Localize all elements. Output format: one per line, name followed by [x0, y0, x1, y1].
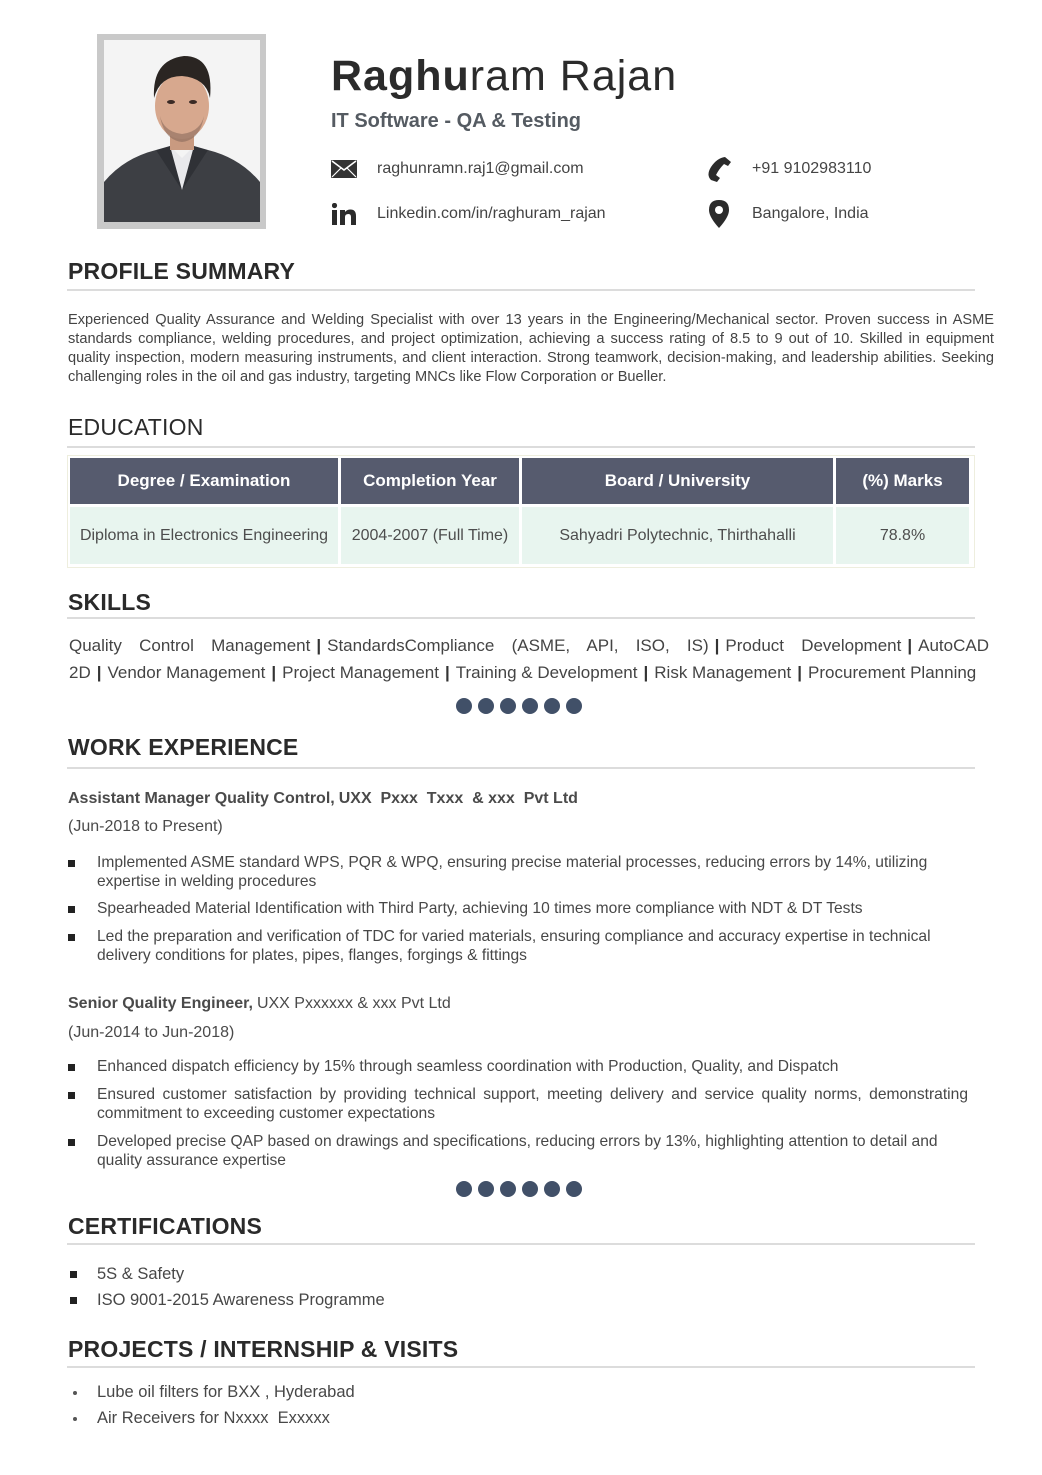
- skill-item: Training & Development: [455, 663, 638, 682]
- skill-separator: |: [271, 663, 277, 682]
- table-row: [70, 507, 969, 564]
- certifications-heading: CERTIFICATIONS: [68, 1213, 263, 1239]
- list-item: Implemented ASME standard WPS, PQR & WPQ, ensuring precise material processes, reducing errors by 14%, utilizing expertise in welding procedures: [68, 853, 968, 891]
- skills-list: [69, 632, 989, 686]
- linkedin-text: Linkedin.com/in/raghuram_rajan: [377, 205, 606, 222]
- decorative-dots: [456, 698, 582, 714]
- skill-separator: |: [907, 636, 913, 655]
- job-2-company: UXX Pxxxxxx & xxx Pvt Ltd: [256, 995, 451, 1012]
- section-divider: [67, 1366, 975, 1368]
- envelope-icon: [331, 156, 357, 182]
- skill-item: Quality Control Management: [69, 636, 311, 655]
- dot: [478, 1181, 494, 1197]
- projects-list: [68, 1379, 355, 1431]
- certifications-list: [68, 1261, 385, 1313]
- year-cell: 2004-2007 (Full Time): [341, 507, 519, 564]
- dot: [522, 698, 538, 714]
- contact-location: [706, 201, 869, 227]
- job-title: IT Software - QA & Testing: [331, 110, 582, 132]
- skill-separator: |: [643, 663, 649, 682]
- candidate-name: [331, 52, 677, 101]
- dot: [566, 698, 582, 714]
- education-table: [67, 458, 972, 564]
- job-2-bullets: [68, 1057, 968, 1170]
- list-item: Developed precise QAP based on drawings and specifications, reducing errors by 13%, highlighting attention to detail and quality assurance expertise: [68, 1132, 968, 1170]
- phone-icon: [706, 156, 732, 182]
- education-heading: EDUCATION: [68, 414, 204, 440]
- job-1-dates: (Jun-2018 to Present): [68, 818, 223, 835]
- job-1-heading: [68, 790, 578, 808]
- list-item: Led the preparation and verification of TDC for varied materials, ensuring compliance and accuracy expertise in technical delivery conditions for plates, pipes, flanges, forgings & fittings: [68, 927, 968, 965]
- list-item: 5S & Safety: [68, 1261, 385, 1287]
- linkedin-icon: [331, 201, 357, 227]
- column-header: Completion Year: [341, 458, 519, 507]
- phone-text: +91 9102983110: [752, 160, 872, 177]
- section-divider: [67, 617, 975, 619]
- list-item: Spearheaded Material Identification with Third Party, achieving 10 times more compliance with NDT & DT Tests: [68, 899, 968, 918]
- skill-separator: |: [797, 663, 803, 682]
- email-text: raghunramn.raj1@gmail.com: [377, 160, 584, 177]
- projects-heading: PROJECTS / INTERNSHIP & VISITS: [68, 1336, 459, 1362]
- decorative-dots: [456, 1181, 582, 1197]
- list-item: Ensured customer satisfaction by providing technical support, meeting delivery and service quality norms, demonstrating commitment to exceeding customer expectations: [68, 1085, 968, 1123]
- skill-item: Project Management: [282, 663, 439, 682]
- job-2-heading: [68, 995, 451, 1013]
- table-header-row: [70, 458, 969, 507]
- dot: [566, 1181, 582, 1197]
- location-text: Bangalore, India: [752, 205, 869, 222]
- section-divider: [67, 446, 975, 448]
- list-item: Enhanced dispatch efficiency by 15% through seamless coordination with Production, Quality, and Dispatch: [68, 1057, 968, 1076]
- dot: [478, 698, 494, 714]
- degree-cell: Diploma in Electronics Engineering: [70, 507, 338, 564]
- dot: [544, 698, 560, 714]
- dot: [522, 1181, 538, 1197]
- dot: [500, 698, 516, 714]
- profile-summary-text: Experienced Quality Assurance and Welding Specialist with over 13 years in the Engineering/Mechanical sector. Proven success in ASME standards compliance, welding procedures, and project optimization, achieving a success rating of 8.5 to 9 out of 10. Skilled in equipment quality inspection, modern measuring instruments, and client interaction. Strong teamwork, decision-making, and leadership abilities. Seeking challenging roles in the oil and gas industry, targeting MNCs like Flow Corporation or Bueller.: [68, 312, 994, 385]
- contact-phone[interactable]: [706, 156, 871, 182]
- skills-heading: SKILLS: [68, 589, 151, 615]
- dot: [456, 1181, 472, 1197]
- contact-email[interactable]: [331, 156, 584, 182]
- university-cell: Sahyadri Polytechnic, Thirthahalli: [522, 507, 833, 564]
- job-2-dates: (Jun-2014 to Jun-2018): [68, 1024, 235, 1041]
- section-divider: [67, 1243, 975, 1245]
- skill-separator: |: [714, 636, 720, 655]
- column-header: (%) Marks: [836, 458, 969, 507]
- profile-photo-frame: [97, 34, 266, 229]
- skill-separator: |: [316, 636, 322, 655]
- marks-cell: 78.8%: [836, 507, 969, 564]
- skill-item: Vendor Management: [107, 663, 266, 682]
- work-experience-heading: WORK EXPERIENCE: [68, 734, 299, 760]
- skill-item: Risk Management: [654, 663, 792, 682]
- dot: [456, 698, 472, 714]
- list-item: ISO 9001-2015 Awareness Programme: [68, 1287, 385, 1313]
- skill-item: Procurement Planning: [808, 663, 977, 682]
- column-header: Board / University: [522, 458, 833, 507]
- skill-item: Product Development: [725, 636, 902, 655]
- profile-photo: [104, 40, 260, 222]
- dot: [544, 1181, 560, 1197]
- job-2-role: Senior Quality Engineer,: [68, 995, 253, 1012]
- job-1-role: Assistant Manager Quality Control,: [68, 790, 335, 807]
- skill-separator: |: [444, 663, 450, 682]
- list-item: Air Receivers for Nxxxx Exxxxx: [68, 1405, 355, 1431]
- contact-linkedin[interactable]: [331, 201, 606, 227]
- section-divider: [67, 289, 975, 291]
- job-1-bullets: [68, 853, 968, 965]
- skill-separator: |: [96, 663, 102, 682]
- map-pin-icon: [706, 201, 732, 227]
- name-last: ram Rajan: [469, 52, 678, 100]
- column-header: Degree / Examination: [70, 458, 338, 507]
- list-item: Lube oil filters for BXX , Hyderabad: [68, 1379, 355, 1405]
- skill-item: AutoCAD 2D: [69, 636, 989, 682]
- skill-item: StandardsCompliance (ASME, API, ISO, IS): [327, 636, 709, 655]
- name-first: Raghu: [331, 52, 470, 100]
- job-1-company: UXX Pxxx Txxx & xxx Pvt Ltd: [338, 790, 578, 807]
- section-divider: [67, 767, 975, 769]
- profile-summary-heading: PROFILE SUMMARY: [68, 258, 296, 284]
- dot: [500, 1181, 516, 1197]
